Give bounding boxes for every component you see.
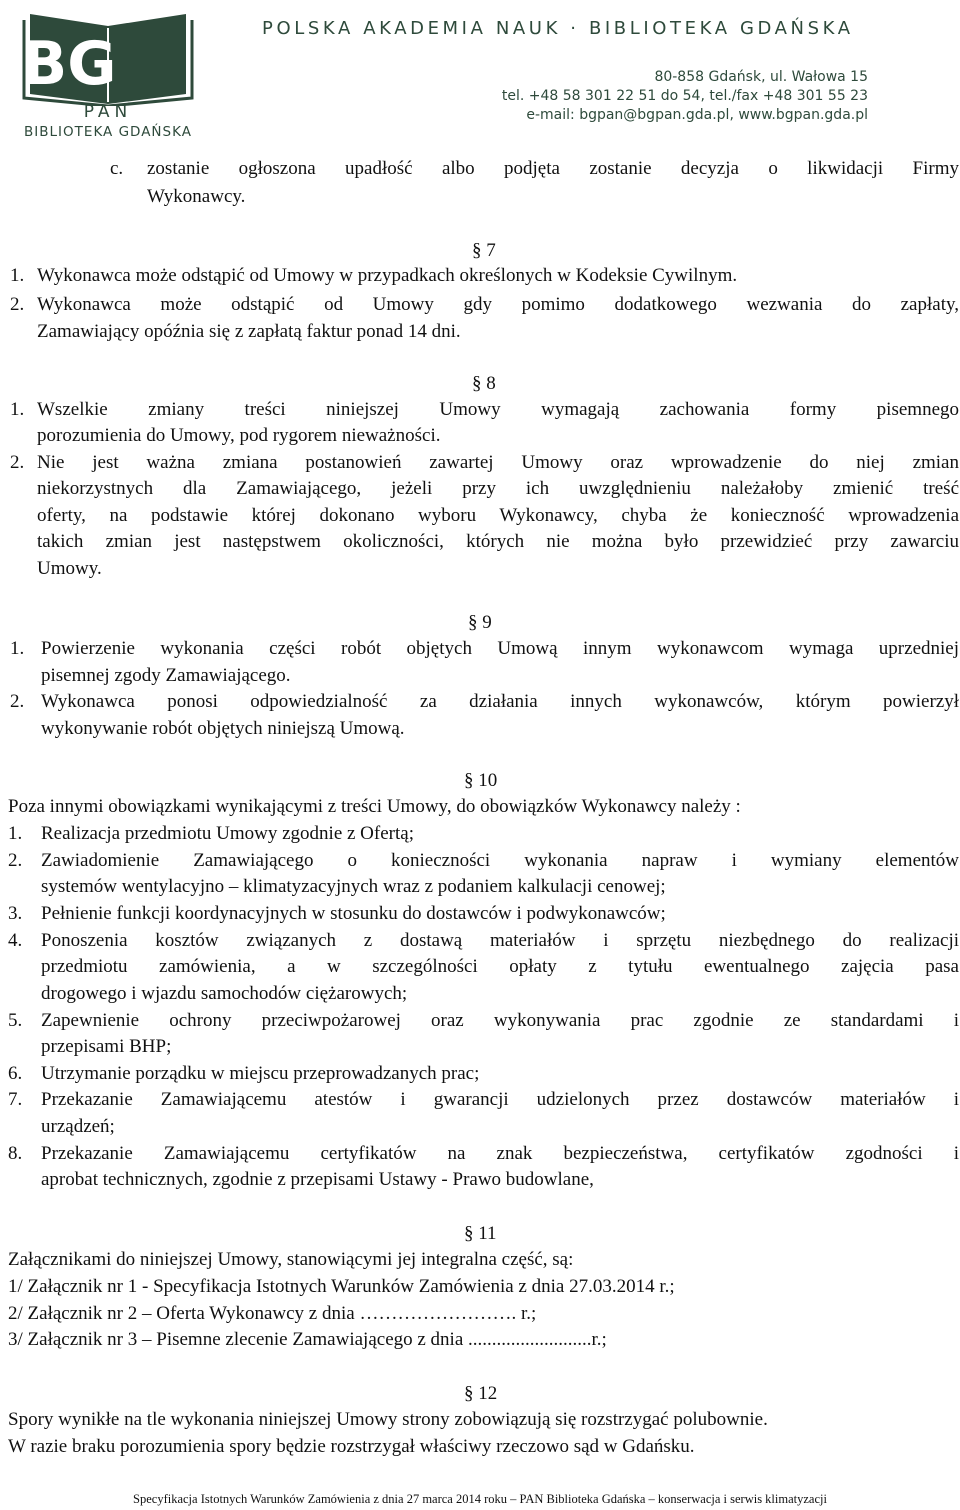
list-text: Wszelkie zmiany treści niniejszej Umowy wymagają zachowania formy pisemnego — [37, 399, 959, 420]
list-text: zostanie ogłoszona upadłość albo podjęta zostanie decyzja o likwidacji Firmy — [147, 158, 959, 179]
list-text: porozumienia do Umowy, pod rygorem nieważności. — [37, 425, 441, 446]
list-text: urządzeń; — [41, 1116, 115, 1137]
list-text: drogowego i wjazdu samochodów ciężarowych; — [41, 983, 408, 1004]
section-heading: § 9 — [468, 612, 492, 633]
list-text: Zawiadomienie Zamawiającego o konieczności wykonania napraw i wymiany elementów — [41, 850, 959, 871]
list-number: 1. — [10, 399, 25, 420]
list-text: Przekazanie Zamawiającemu certyfikatów na znak bezpieczeństwa, certyfikatów zgodności i — [41, 1143, 959, 1164]
list-number: 8. — [8, 1143, 23, 1164]
list-text: Powierzenie wykonania części robót objętych Umową innym wykonawcom wymaga uprzedniej — [41, 638, 959, 659]
list-number: 2. — [8, 850, 23, 871]
list-text: Zamawiający opóźnia się z zapłatą faktur ponad 14 dni. — [37, 321, 461, 342]
attachment-item: 2/ Załącznik nr 2 – Oferta Wykonawcy z dnia ……………………. r.; — [8, 1303, 537, 1324]
logo-pan-text: PAN — [83, 102, 133, 122]
list-number: 7. — [8, 1089, 23, 1110]
list-text: Wykonawcy. — [147, 186, 246, 207]
list-text: Zapewnienie ochrony przeciwpożarowej oraz wykonywania prac zgodnie ze standardami i — [41, 1010, 959, 1031]
logo-library-text: BIBLIOTEKA GDAŃSKA — [24, 124, 192, 140]
section-heading: § 8 — [472, 373, 496, 394]
list-text: takich zmian jest następstwem okoliczności, których nie można było przewidzieć przy zawarciu — [37, 531, 959, 552]
list-number: 4. — [8, 930, 23, 951]
list-number: 1. — [8, 823, 23, 844]
list-text: przepisami BHP; — [41, 1036, 172, 1057]
list-text: systemów wentylacyjno – klimatyzacyjnych wraz z podaniem kalkulacji cenowej; — [41, 876, 666, 897]
paragraph-text: Załącznikami do niniejszej Umowy, stanowiącymi jej integralna część, są: — [8, 1249, 574, 1270]
list-text: Umowy. — [37, 558, 102, 579]
list-number: 2. — [10, 452, 25, 473]
list-text: Wykonawca ponosi odpowiedzialność za działania innych wykonawców, którym powierzył — [41, 691, 959, 712]
list-number: 1. — [10, 265, 25, 286]
email-text: e-mail: bgpan@bgpan.gda.pl, www.bgpan.gda.pl — [526, 107, 868, 123]
contact-block — [502, 68, 868, 125]
paragraph-text: Poza innymi obowiązkami wynikającymi z treści Umowy, do obowiązków Wykonawcy należy : — [8, 796, 741, 817]
section-heading: § 7 — [472, 240, 496, 261]
library-logo — [8, 6, 208, 146]
list-text: pisemnej zgody Zamawiającego. — [41, 665, 291, 686]
list-text: Przekazanie Zamawiającemu atestów i gwarancji udzielonych przez dostawców materiałów i — [41, 1089, 959, 1110]
section-heading: § 10 — [464, 770, 498, 791]
attachment-item: 3/ Załącznik nr 3 – Pisemne zlecenie Zamawiającego z dnia ..........................r.; — [8, 1329, 607, 1350]
list-number: 6. — [8, 1063, 23, 1084]
list-number: 3. — [8, 903, 23, 924]
logo-letters: BG — [21, 29, 117, 99]
list-number: c. — [110, 158, 124, 179]
paragraph-text: W razie braku porozumienia spory będzie rozstrzygał właściwy rzeczowo sąd w Gdańsku. — [8, 1436, 695, 1457]
list-text: wykonywanie robót objętych niniejszą Umową. — [41, 718, 405, 739]
book-logo-icon — [8, 6, 208, 106]
list-text: Wykonawca może odstąpić od Umowy w przypadkach określonych w Kodeksie Cywilnym. — [37, 265, 738, 286]
list-text: aprobat technicznych, zgodnie z przepisami Ustawy - Prawo budowlane, — [41, 1169, 594, 1190]
list-number: 1. — [10, 638, 25, 659]
phone-line: tel. +48 58 301 22 51 do 54, tel./fax +48 301 55 23 — [501, 88, 868, 104]
email-line — [502, 106, 868, 125]
page-footer: Specyfikacja Istotnych Warunków Zamówienia z dnia 27 marca 2014 roku – PAN Biblioteka Gdańska – konserwacja i serwis klimatyzacji — [133, 1492, 827, 1506]
attachment-item: 1/ Załącznik nr 1 - Specyfikacja Istotnych Warunków Zamówienia z dnia 27.03.2014 r.; — [8, 1276, 675, 1297]
list-text: Utrzymanie porządku w miejscu przeprowadzanych prac; — [41, 1063, 480, 1084]
list-text: przedmiotu zamówienia, a w szczególności opłaty z tytułu ewentualnego zajęcia pasa — [41, 956, 959, 977]
list-number: 2. — [10, 294, 25, 315]
list-text: Ponoszenia kosztów związanych z dostawą materiałów i sprzętu niezbędnego do realizacji — [41, 930, 959, 951]
list-text: Wykonawca może odstąpić od Umowy gdy pomimo dodatkowego wezwania do zapłaty, — [37, 294, 959, 315]
institution-name: POLSKA AKADEMIA NAUK · BIBLIOTEKA GDAŃSKA — [262, 18, 854, 39]
address-line: 80-858 Gdańsk, ul. Wałowa 15 — [654, 69, 868, 85]
list-text: niekorzystnych dla Zamawiającego, jeżeli przy ich uwzględnieniu należałoby zmienić treść — [37, 478, 959, 499]
paragraph-text: Spory wynikłe na tle wykonania niniejszej Umowy strony zobowiązują się rozstrzygać polubownie. — [8, 1409, 768, 1430]
list-number: 5. — [8, 1010, 23, 1031]
list-text: oferty, na podstawie której dokonano wyboru Wykonawcy, chyba że konieczność wprowadzenia — [37, 505, 959, 526]
section-heading: § 12 — [464, 1383, 498, 1404]
list-text: Nie jest ważna zmiana postanowień zawartej Umowy oraz wprowadzenie do niej zmian — [37, 452, 959, 473]
list-text: Realizacja przedmiotu Umowy zgodnie z Ofertą; — [41, 823, 414, 844]
list-number: 2. — [10, 691, 25, 712]
section-heading: § 11 — [464, 1223, 497, 1244]
list-text: Pełnienie funkcji koordynacyjnych w stosunku do dostawców i podwykonawców; — [41, 903, 666, 924]
